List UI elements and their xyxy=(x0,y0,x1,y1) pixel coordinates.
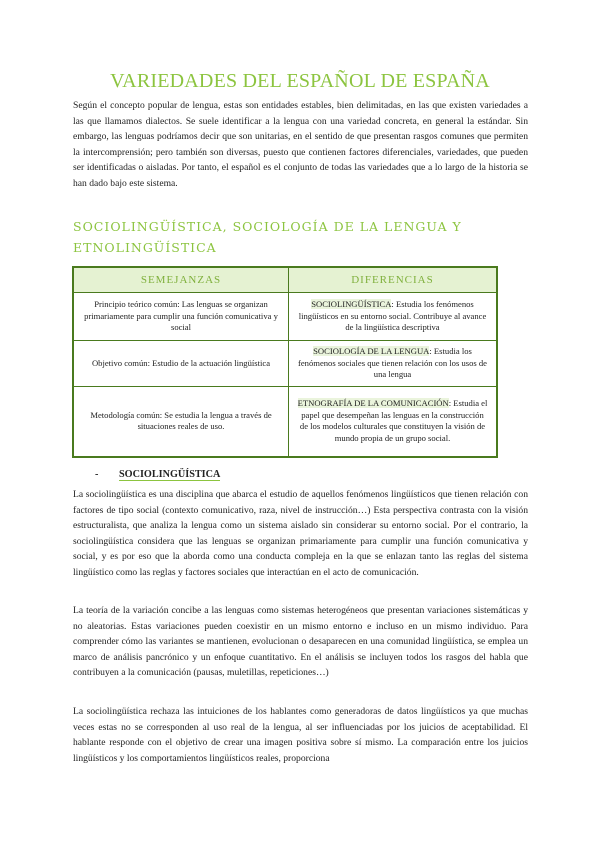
term-highlight: SOCIOLINGÜÍSTICA xyxy=(311,299,392,310)
semejanza-cell: Principio teórico común: Las lenguas se organizan primariamente para cumplir una función comunicativa y social xyxy=(73,293,289,341)
bullet-dash: - xyxy=(95,469,99,480)
table-row xyxy=(73,293,497,341)
semejanza-cell: Objetivo común: Estudio de la actuación lingüística xyxy=(73,341,289,387)
paragraph-sociolinguistica: La sociolingüística es una disciplina que abarca el estudio de aquellos fenómenos lingüísticos que tienen relación con factores de tipo social (contexto comunicativo, raza, nivel de instrucción…) Esta perspectiva contrasta con la visión estructuralista, que analiza la lengua como un sistema aislado sin considerar su entorno social. Por el contrario, la sociolingüística considera que las lenguas se organizan primariamente para cumplir una función comunicativa y social, y es por eso que la aborda como una conducta compleja en la que se enlazan tanto las reglas del sistema lingüístico como las reglas y factores sociales que interactúan en el acto de comunicación. xyxy=(73,489,528,578)
table-header-row xyxy=(73,267,497,293)
paragraph-intuiciones: La sociolingüística rechaza las intuiciones de los hablantes como generadoras de datos lingüísticos ya que muchas veces estas no se corresponden al uso real de la lengua, al ser influenciadas por los juicios de aceptabilidad. El hablante responde con el objetivo de crear una imagen positiva sobre sí mismo. La comparación entre los juicios lingüísticos y los comportamientos lingüísticos reales, proporciona xyxy=(73,706,528,764)
paragraph-variacion: La teoría de la variación concibe a las lenguas como sistemas heterogéneos que presentan variaciones sistemáticas y no aleatorias. Estas variaciones pueden coexistir en un mismo entorno e incluso en un mismo individuo. Para comprender cómo las variantes se mantienen, evolucionan o desaparecen en una comunidad lingüística, se emplea un marco de análisis pancrónico y un enfoque cuantitativo. En el análisis se incluyen todos los rasgos del habla que contribuyen a la comunicación (pausas, muletillas, repeticiones…) xyxy=(73,605,528,679)
page-title: VARIEDADES DEL ESPAÑOL DE ESPAÑA xyxy=(110,70,490,92)
diferencia-cell xyxy=(289,341,498,387)
diferencia-cell xyxy=(289,293,498,341)
term-highlight: ETNOGRAFÍA DE LA COMUNICACIÓN xyxy=(297,398,449,409)
intro-paragraph: Según el concepto popular de lengua, estas son entidades estables, bien delimitadas, en las que existen variedades a las que llamamos dialectos. Se suele identificar a la lengua con una variedad concreta, en general la estándar. Sin embargo, las lenguas podríamos decir que son unitarias, en el sentido de que presentan rasgos comunes que permiten la intercomprensión; pero también son diversas, puesto que contienen factores diferenciales, variedades, que pueden ser identificadas o aisladas. Por tanto, el español es el conjunto de todas las variedades que a lo largo de la historia se han dado bajo este sistema. xyxy=(73,100,528,189)
bullet-heading xyxy=(95,469,220,480)
semejanza-cell: Metodología común: Se estudia la lengua a través de situaciones reales de uso. xyxy=(73,387,289,457)
section-heading: SOCIOLINGÜÍSTICA, SOCIOLOGÍA DE LA LENGUA Y ETNOLINGÜÍSTICA xyxy=(73,219,462,255)
comparison-table xyxy=(72,266,498,458)
bullet-heading-text: SOCIOLINGÜÍSTICA xyxy=(119,469,221,480)
table-row xyxy=(73,341,497,387)
header-semejanzas: SEMEJANZAS xyxy=(73,267,289,293)
term-definition: : Estudia el papel que desempeñan las lenguas en la construcción de los modelos culturales que constituyen la visión de mundo propia de un grupo social. xyxy=(299,398,488,443)
table-row xyxy=(73,387,497,457)
header-diferencias: DIFERENCIAS xyxy=(289,267,498,293)
diferencia-cell xyxy=(289,387,498,457)
term-definition: : Estudia los fenómenos sociales que tienen relación con los usos de una lengua xyxy=(297,346,487,380)
term-definition: : Estudia los fenómenos lingüísticos en su entorno social. Contribuye al avance de la lingüística descriptiva xyxy=(298,299,487,333)
term-highlight: SOCIOLOGÍA DE LA LENGUA xyxy=(313,346,430,357)
